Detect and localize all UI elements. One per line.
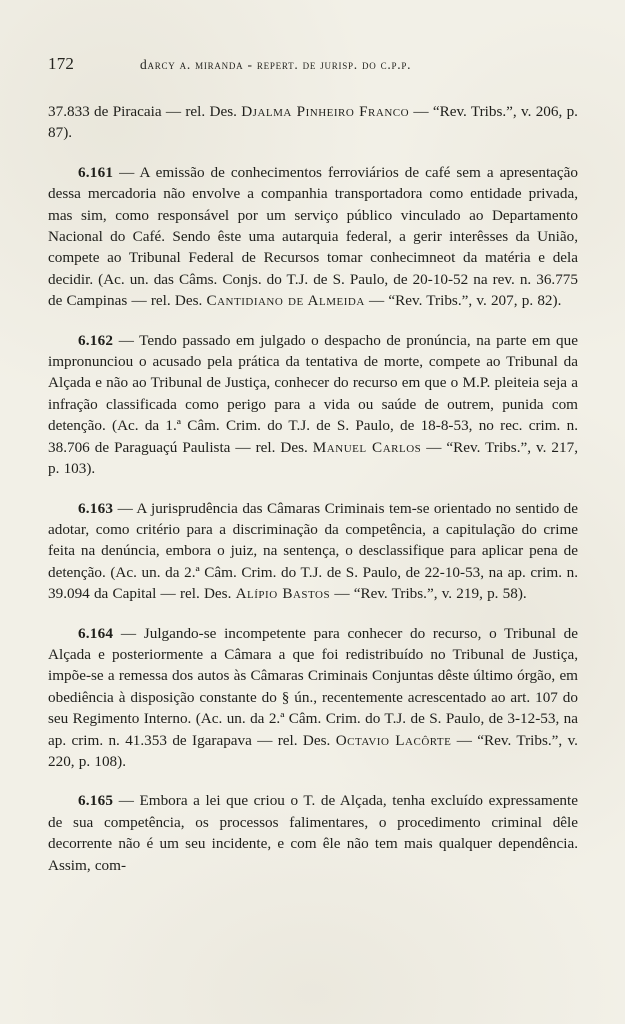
proper-name: Cantidiano de Almeida [206, 292, 365, 310]
proper-name: Alípio Bastos [235, 585, 331, 603]
entry-number: 6.161 [78, 163, 114, 181]
proper-name: Manuel Carlos [312, 438, 422, 456]
proper-name: Octavio Lacôrte [335, 731, 452, 749]
entry-number: 6.163 [78, 499, 114, 517]
paragraph-6-163: 6.163 — A jurisprudência das Câmaras Criminais tem-se orientado no sentido de adotar, como critério para a discriminação da competência, a capitulação do crime feita na denúncia, embora o juiz, na sentença, o desclassifique para aplicar pena de detenção. (Ac. un. da 2.ª Câm. Crim. do T.J. de S. Paulo, de 22-10-53, na ap. crim. n. 39.094 da Capital — rel. Des. Alípio Bastos — “Rev. Tribs.”, v. 219, p. 58). [48, 499, 583, 603]
entry-number: 6.162 [78, 331, 114, 349]
entry-number: 6.165 [78, 792, 114, 810]
running-head [48, 54, 578, 76]
entry-number: 6.164 [78, 624, 114, 642]
page-body-text [48, 101, 583, 876]
paragraph-6-162: 6.162 — Tendo passado em julgado o despacho de pronúncia, na parte em que impronunciou o acusado pela prática da tentativa de morte, compete ao Tribunal da Alçada e não ao Tribunal de Justiça, conhecer do recurso em que o M.P. pleiteia seja a infração classificada como perigo para a vida ou saúde de outrem, punida com detenção. (Ac. da 1.ª Câm. Crim. do T.J. de S. Paulo, de 18-8-53, no rec. crim. n. 38.706 de Paraguaçú Paulista — rel. Des. Manuel Carlos — “Rev. Tribs.”, v. 217, p. 103). [48, 331, 583, 478]
page-folio-number: 172 [48, 54, 75, 73]
proper-name: Djalma Pinheiro Franco [241, 103, 410, 120]
paragraph-6-161: 6.161 — A emissão de conhecimentos ferroviários de café sem a apresentação dessa mercadoria não envolve a companhia transportadora como entidade privada, mas sim, como responsável por um serviço público vinculado ao Departamento Nacional do Café. Sendo êste uma autarquia federal, a gerir interêsses da União, compete ao Tribunal Federal de Recursos tomar conhecimneot da matéria e dela decidir. (Ac. un. das Câms. Conjs. do T.J. de S. Paulo, de 20-10-52 na rev. n. 36.775 de Campinas — rel. Des. Cantidiano de Almeida — “Rev. Tribs.”, v. 207, p. 82). [48, 163, 583, 310]
running-head-title: darcy a. miranda - repert. de jurisp. do c.p.p. [140, 57, 412, 72]
paragraph-6-164: 6.164 — Julgando-se incompetente para conhecer do recurso, o Tribunal de Alçada e posteriormente a Câmara a que foi redistribuído no Tribunal de Justiça, impõe-se a remessa dos autos às Câmaras Criminais Conjuntas dêste último órgão, em obediência à disposição constante do § ún., recentemente acrescentado ao art. 107 do seu Regimento Interno. (Ac. un. da 2.ª Câm. Crim. do T.J. de S. Paulo, de 3-12-53, na ap. crim. n. 41.353 de Igarapava — rel. Des. Octavio Lacôrte — “Rev. Tribs.”, v. 220, p. 108). [48, 624, 583, 770]
paragraph-6-165: 6.165 — Embora a lei que criou o T. de Alçada, tenha excluído expressamente de sua competência, os processos falimentares, o procedimento criminal dêle decorrente não é um seu incidente, e com êle não tem mais qualquer dependência. Assim, com- [48, 792, 583, 874]
paragraph-carryover: 37.833 de Piracaia — rel. Des. Djalma Pinheiro Franco — “Rev. Tribs.”, v. 206, p. 87). [48, 103, 583, 142]
